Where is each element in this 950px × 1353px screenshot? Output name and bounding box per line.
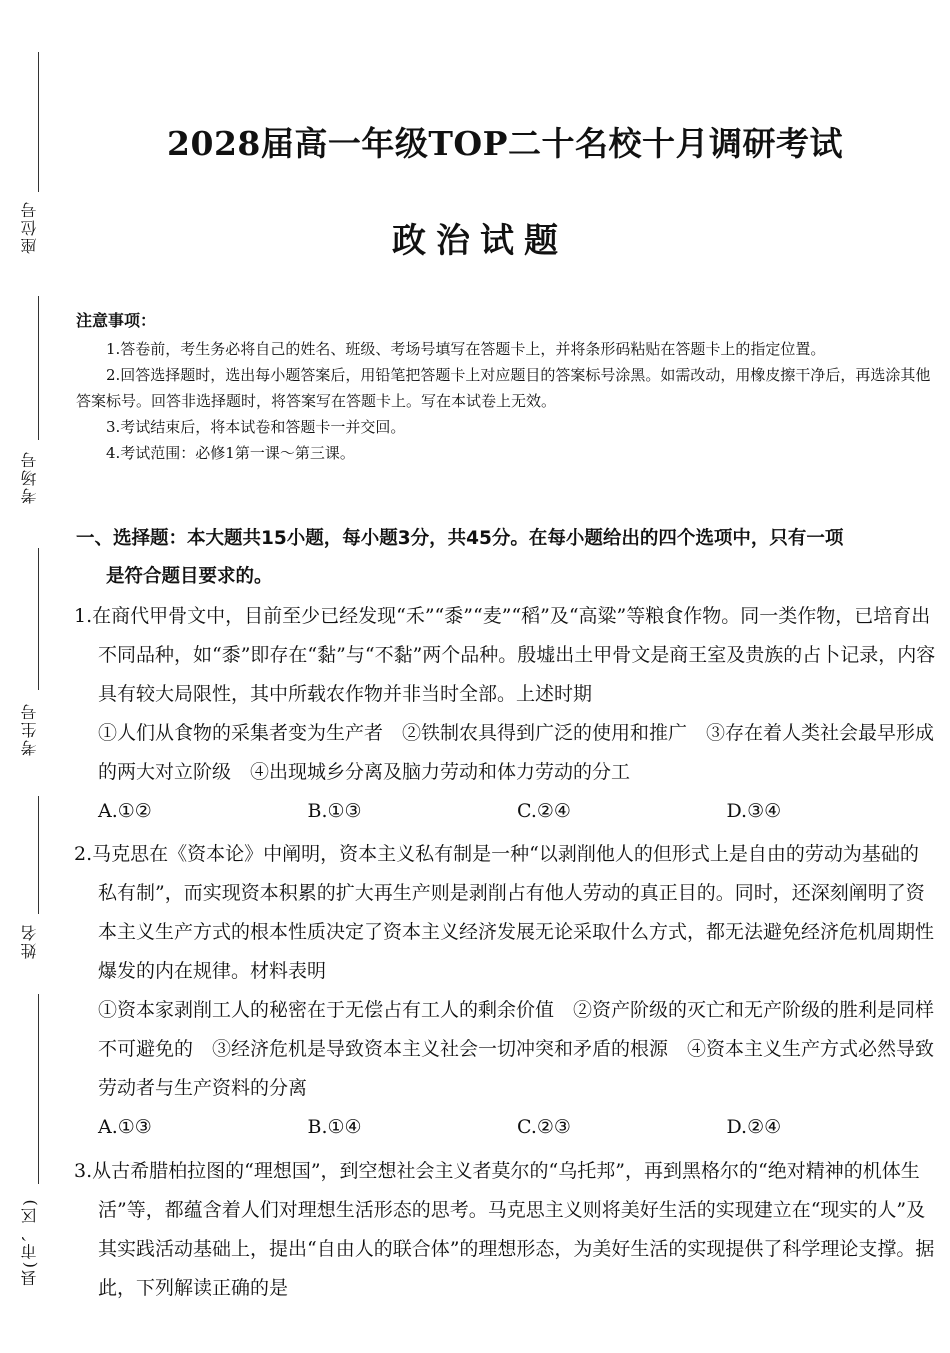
choice-b: B.①③: [307, 800, 362, 822]
choice-d: D.②④: [726, 1116, 782, 1138]
binding-margin: [0, 0, 70, 1353]
room-line: [38, 296, 39, 440]
notice-item: 4.考试范围：必修1第一课～第三课。: [106, 444, 355, 462]
question-3: [74, 1152, 936, 1308]
section-heading: [76, 520, 936, 596]
notice-list: [76, 336, 934, 466]
question-1: [74, 597, 936, 831]
seat-label: 座位号: [20, 200, 39, 254]
notice-item: 1.答卷前，考生务必将自己的姓名、班级、考场号填写在答题卡上，并将条形码粘贴在答题卡上的指定位置。: [106, 340, 826, 358]
choice-c: C.②③: [517, 1116, 571, 1138]
exam-id-label: 考生号: [20, 702, 39, 756]
question-1-stem: 1.在商代甲骨文中，目前至少已经发现“禾”“黍”“麦”“稻”及“高粱”等粮食作物。同一类作物，已培育出不同品种，如“黍”即存在“黏”与“不黏”两个品种。殷墟出土甲骨文是商王室及贵族的占卜记录，内容具有较大局限性，其中所载农作物并非当时全部。上述时期: [74, 605, 936, 705]
section-heading-line1: 一、选择题：本大题共15小题，每小题3分，共45分。在每小题给出的四个选项中，只有一项: [76, 528, 844, 549]
question-2-statements: ①资本家剥削工人的秘密在于无偿占有工人的剩余价值 ②资产阶级的灭亡和无产阶级的胜利是同样不可避免的 ③经济危机是导致资本主义社会一切冲突和矛盾的根源 ④资本主义生产方式必然导致劳动者与生产资料的分离: [98, 999, 935, 1099]
notice-item: 3.考试结束后，将本试卷和答题卡一并交回。: [106, 418, 406, 436]
question-2: [74, 835, 936, 1147]
choice-c: C.②④: [517, 800, 571, 822]
subject-title: 政治试题: [392, 221, 568, 261]
question-2-stem: 2.马克思在《资本论》中阐明，资本主义私有制是一种“以剥削他人的但形式上是自由的劳动为基础的私有制”，而实现资本积累的扩大再生产则是剥削占有他人劳动的真正目的。同时，还深刻阐明了资本主义生产方式的根本性质决定了资本主义经济发展无论采取什么方式，都无法避免经济危机周期性爆发的内在规律。材料表明: [74, 843, 935, 982]
exam-id-line: [38, 548, 39, 690]
name-label: 姓名: [20, 923, 39, 959]
county-line: [38, 994, 39, 1184]
exam-title: 2028届高一年级TOP二十名校十月调研考试: [167, 124, 843, 163]
choice-d: D.③④: [726, 800, 782, 822]
county-label: 县(市、区): [20, 1197, 39, 1287]
question-2-choices: [74, 1108, 936, 1147]
choice-a: A.①③: [98, 1116, 152, 1138]
notice-heading: 注意事项：: [76, 311, 157, 330]
question-3-stem: 3.从古希腊柏拉图的“理想国”，到空想社会主义者莫尔的“乌托邦”，再到黑格尔的“绝对精神的机体生活”等，都蕴含着人们对理想生活形态的思考。马克思主义则将美好生活的实现建立在“现实的人”及其实践活动基础上，提出“自由人的联合体”的理想形态，为美好生活的实现提供了科学理论支撑。据此，下列解读正确的是: [74, 1160, 935, 1299]
question-1-statements: ①人们从食物的采集者变为生产者 ②铁制农具得到广泛的使用和推广 ③存在着人类社会最早形成的两大对立阶级 ④出现城乡分离及脑力劳动和体力劳动的分工: [98, 722, 935, 783]
question-1-choices: [74, 792, 936, 831]
section-heading-line2: 是符合题目要求的。: [106, 566, 273, 587]
name-line: [38, 796, 39, 914]
choice-a: A.①②: [98, 800, 152, 822]
room-label: 考场号: [20, 450, 39, 504]
notice-item: 2.回答选择题时，选出每小题答案后，用铅笔把答题卡上对应题目的答案标号涂黑。如需改动，用橡皮擦干净后，再选涂其他答案标号。回答非选择题时，将答案写在答题卡上。写在本试卷上无效。: [76, 366, 931, 410]
choice-b: B.①④: [307, 1116, 362, 1138]
